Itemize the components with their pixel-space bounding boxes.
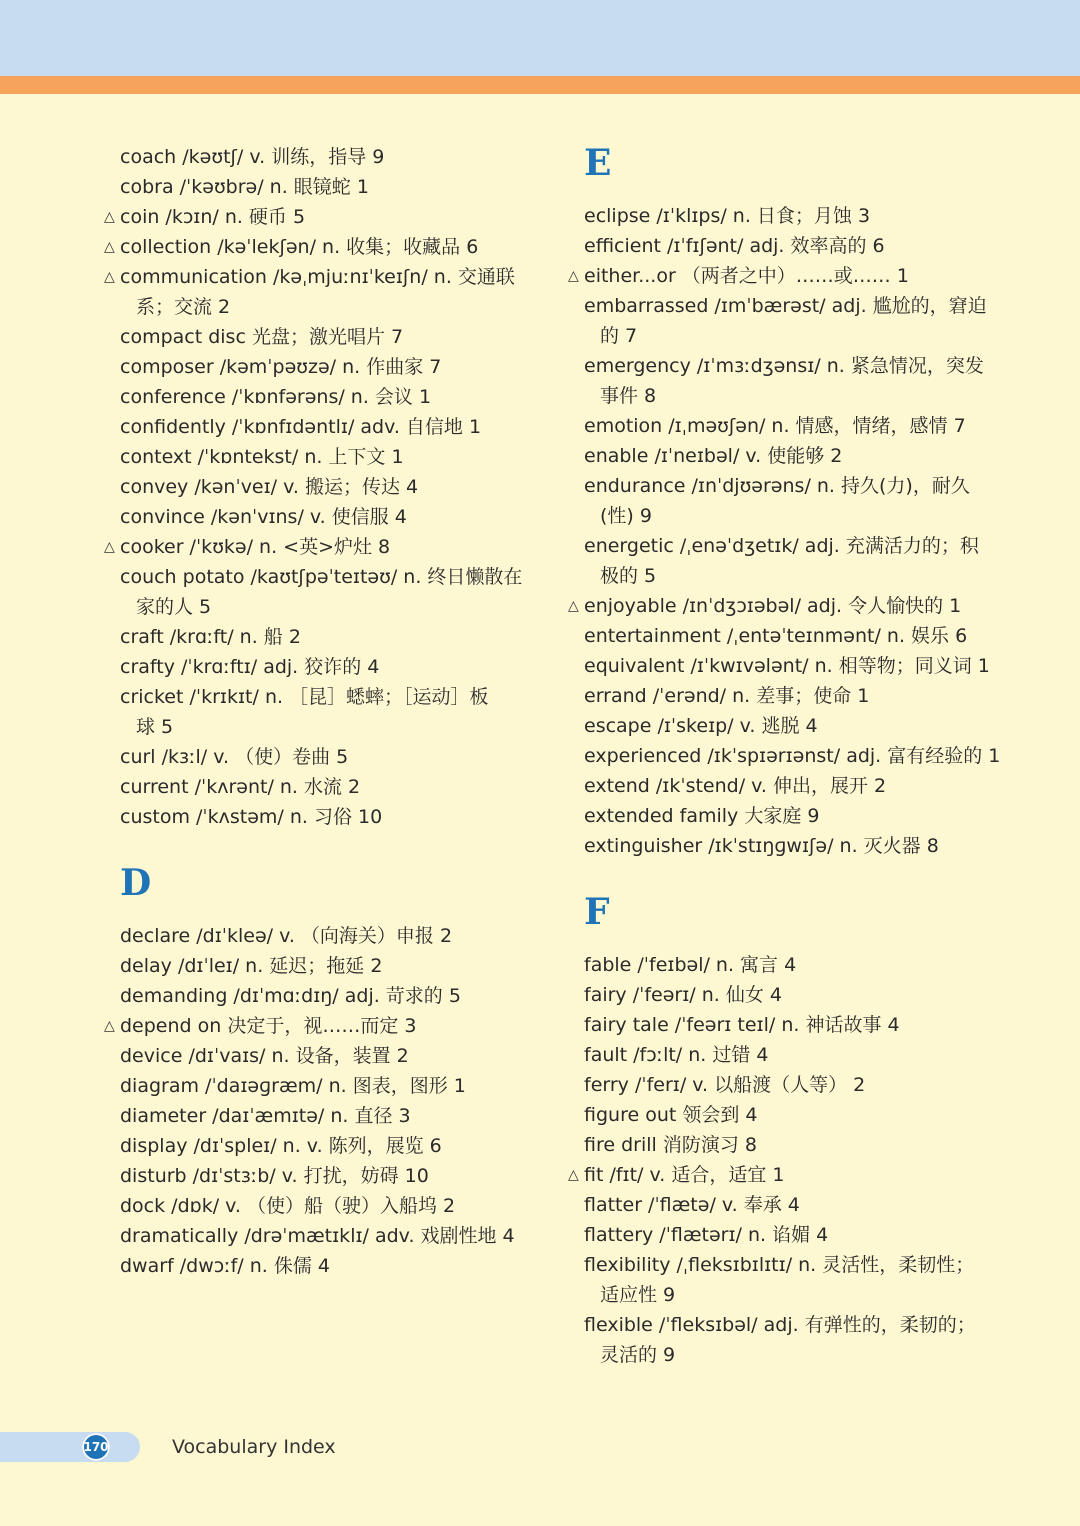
entry-text: composer /kəmˈpəʊzə/ n. 作曲家 7 [120,356,442,378]
entry-text: equivalent /ɪˈkwɪvələnt/ n. 相等物；同义词 1 [584,655,990,677]
index-entry [568,231,994,261]
index-entry [568,1040,994,1070]
entry-text: depend on 决定于，视……而定 3 [120,1015,417,1037]
entry-text: emergency /ɪˈmɜːdʒənsɪ/ n. 紧急情况，突发 [584,355,984,377]
index-entry [568,1130,994,1160]
entry-text: coin /kɔɪn/ n. 硬币 5 [120,206,306,228]
entry-text: emotion /ɪˌməʊʃən/ n. 情感，情绪，感情 7 [584,415,966,437]
section-heading-e: E [584,142,612,184]
entry-text: current /ˈkʌrənt/ n. 水流 2 [120,776,361,798]
entry-text: errand /ˈerənd/ n. 差事；使命 1 [584,685,870,707]
index-entry [104,352,530,382]
triangle-mark-icon: △ [104,1018,115,1034]
entry-text-continuation: (性) 9 [600,505,652,527]
entry-text: energetic /ˌenəˈdʒetɪk/ adj. 充满活力的；积 [584,535,979,557]
entry-text: disturb /dɪˈstɜːb/ v. 打扰，妨碍 10 [120,1165,429,1187]
index-entry [568,291,994,351]
index-entry [104,921,530,951]
entry-text-continuation: 家的人 5 [136,596,212,618]
section-heading-f: F [584,891,610,933]
entry-text: either...or （两者之中）……或…… 1 [584,265,909,287]
index-entry [568,1220,994,1250]
index-entry [568,771,994,801]
index-entry [568,711,994,741]
entry-text: efficient /ɪˈfɪʃənt/ adj. 效率高的 6 [584,235,885,257]
index-entry [568,1100,994,1130]
entry-text: flexibility /ˌfleksɪbɪlɪtɪ/ n. 灵活性，柔韧性； [584,1254,975,1276]
header-band [0,0,1080,76]
triangle-mark-icon: △ [568,598,579,614]
index-entry [104,142,530,172]
entry-text-continuation: 系；交流 2 [136,296,231,318]
entry-text: convince /kənˈvɪns/ v. 使信服 4 [120,506,407,528]
index-entry [104,1251,530,1281]
index-entry [104,1071,530,1101]
index-entry [568,351,994,411]
index-entry [104,562,530,622]
triangle-mark-icon: △ [104,269,115,285]
index-entry [568,651,994,681]
index-entry [104,472,530,502]
index-entry [104,1101,530,1131]
index-entry [104,262,530,322]
entry-text: eclipse /ɪˈklɪps/ n. 日食；月蚀 3 [584,205,871,227]
index-entry [568,531,994,591]
entry-text: display /dɪˈspleɪ/ n. v. 陈列，展览 6 [120,1135,442,1157]
entry-text: device /dɪˈvaɪs/ n. 设备，装置 2 [120,1045,409,1067]
entry-text: couch potato /kaʊtʃpəˈteɪtəʊ/ n. 终日懒散在 [120,566,523,588]
entry-text: diagram /ˈdaɪəɡræm/ n. 图表，图形 1 [120,1075,466,1097]
entry-text: embarrassed /ɪmˈbærəst/ adj. 尴尬的，窘迫 [584,295,987,317]
entry-text: flattery /ˈflætərɪ/ n. 谄媚 4 [584,1224,829,1246]
entry-text: entertainment /ˌentəˈteɪnmənt/ n. 娱乐 6 [584,625,968,647]
entry-text: fable /ˈfeɪbəl/ n. 寓言 4 [584,954,797,976]
entry-text: collection /kəˈlekʃən/ n. 收集；收藏品 6 [120,236,479,258]
entry-text-continuation: 适应性 9 [600,1284,676,1306]
index-entry [104,412,530,442]
index-entry [568,741,1001,771]
index-entry [568,261,994,291]
entry-text: extinguisher /ɪkˈstɪŋɡwɪʃə/ n. 灭火器 8 [584,835,939,857]
entry-text: dramatically /drəˈmætɪklɪ/ adv. 戏剧性地 4 [120,1225,515,1247]
entry-text: crafty /ˈkrɑːftɪ/ adj. 狡诈的 4 [120,656,380,678]
index-entry [568,681,994,711]
index-entry [568,1190,994,1220]
triangle-mark-icon: △ [104,239,115,255]
entry-text: figure out 领会到 4 [584,1104,758,1126]
entry-text: extended family 大家庭 9 [584,805,820,827]
header-stripe [0,76,1080,94]
entry-text: convey /kənˈveɪ/ v. 搬运；传达 4 [120,476,419,498]
entry-text: cricket /ˈkrɪkɪt/ n. ［昆］蟋蟀；［运动］板 [120,686,489,708]
index-entry [104,1131,530,1161]
entry-text: extend /ɪkˈstend/ v. 伸出，展开 2 [584,775,887,797]
index-entry [104,1011,530,1041]
entry-text: flexible /ˈfleksɪbəl/ adj. 有弹性的，柔韧的； [584,1314,976,1336]
index-entry [568,831,994,861]
entry-text: fairy tale /ˈfeərɪ teɪl/ n. 神话故事 4 [584,1014,900,1036]
entry-text: fire drill 消防演习 8 [584,1134,757,1156]
section-heading-d: D [120,862,152,904]
index-entry [568,1160,994,1190]
entry-text: confidently /ˈkɒnfɪdəntlɪ/ adv. 自信地 1 [120,416,482,438]
entry-text: cooker /ˈkʊkə/ n. <英>炉灶 8 [120,536,391,558]
index-entry [568,201,994,231]
index-entry [104,622,530,652]
entry-text-continuation: 的 7 [600,325,638,347]
index-entry [568,621,994,651]
entry-text: compact disc 光盘；激光唱片 7 [120,326,404,348]
index-entry [104,382,530,412]
triangle-mark-icon: △ [568,1167,579,1183]
index-entry [104,1161,530,1191]
entry-text: cobra /ˈkəʊbrə/ n. 眼镜蛇 1 [120,176,369,198]
index-entry [104,202,530,232]
index-entry [568,1250,994,1310]
index-entry [104,1041,530,1071]
index-entry [104,232,530,262]
index-entry [104,172,530,202]
index-entry [568,801,994,831]
footer-tab [0,1432,140,1462]
footer-title: Vocabulary Index [172,1436,336,1458]
index-entry [568,441,994,471]
index-entry [104,1191,530,1221]
entry-text: diameter /daɪˈæmɪtə/ n. 直径 3 [120,1105,411,1127]
entry-text: ferry /ˈferɪ/ v. 以船渡（人等） 2 [584,1074,866,1096]
index-entry [104,1221,530,1251]
entry-text: craft /krɑːft/ n. 船 2 [120,626,301,648]
index-entry [104,322,530,352]
index-entry [104,742,530,772]
entry-text: coach /kəʊtʃ/ v. 训练，指导 9 [120,146,385,168]
entry-text-continuation: 极的 5 [600,565,657,587]
entry-text: dock /dɒk/ v. （使）船（驶）入船坞 2 [120,1195,456,1217]
entry-text: communication /kəˌmjuːnɪˈkeɪʃn/ n. 交通联 [120,266,515,288]
entry-text: dwarf /dwɔːf/ n. 侏儒 4 [120,1255,331,1277]
index-entry [568,471,994,531]
entry-text: enable /ɪˈneɪbəl/ v. 使能够 2 [584,445,843,467]
index-entry [568,1070,994,1100]
entry-text: context /ˈkɒntekst/ n. 上下文 1 [120,446,404,468]
index-entry [568,591,994,621]
entry-text: delay /dɪˈleɪ/ n. 延迟；拖延 2 [120,955,383,977]
index-entry [568,1010,994,1040]
index-entry [568,1310,994,1370]
index-entry [104,981,530,1011]
triangle-mark-icon: △ [104,209,115,225]
entry-text: demanding /dɪˈmɑːdɪŋ/ adj. 苛求的 5 [120,985,461,1007]
entry-text: fault /fɔːlt/ n. 过错 4 [584,1044,769,1066]
entry-text: enjoyable /ɪnˈdʒɔɪəbəl/ adj. 令人愉快的 1 [584,595,962,617]
index-entry [104,442,530,472]
entry-text-continuation: 灵活的 9 [600,1344,676,1366]
triangle-mark-icon: △ [568,268,579,284]
entry-text: custom /ˈkʌstəm/ n. 习俗 10 [120,806,383,828]
page-number: 170 [82,1433,110,1461]
index-entry [568,980,994,1010]
entry-text: endurance /ɪnˈdjʊərəns/ n. 持久(力)，耐久 [584,475,970,497]
entry-text: conference /ˈkɒnfərəns/ n. 会议 1 [120,386,432,408]
index-entry [104,502,530,532]
entry-text: fit /fɪt/ v. 适合，适宜 1 [584,1164,785,1186]
entry-text: declare /dɪˈkleə/ v. （向海关）申报 2 [120,925,453,947]
entry-text: fairy /ˈfeərɪ/ n. 仙女 4 [584,984,782,1006]
entry-text: flatter /ˈflætə/ v. 奉承 4 [584,1194,800,1216]
index-entry [104,802,530,832]
entry-text-continuation: 事件 8 [600,385,657,407]
triangle-mark-icon: △ [104,539,115,555]
entry-text: experienced /ɪkˈspɪərɪənst/ adj. 富有经验的 1 [584,745,1001,767]
index-entry [104,532,530,562]
entry-text-continuation: 球 5 [136,716,174,738]
entry-text: escape /ɪˈskeɪp/ v. 逃脱 4 [584,715,818,737]
index-entry [104,951,530,981]
index-entry [104,682,530,742]
index-entry [568,950,994,980]
index-entry [568,411,994,441]
entry-text: curl /kɜːl/ v. （使）卷曲 5 [120,746,349,768]
index-entry [104,652,530,682]
index-entry [104,772,530,802]
